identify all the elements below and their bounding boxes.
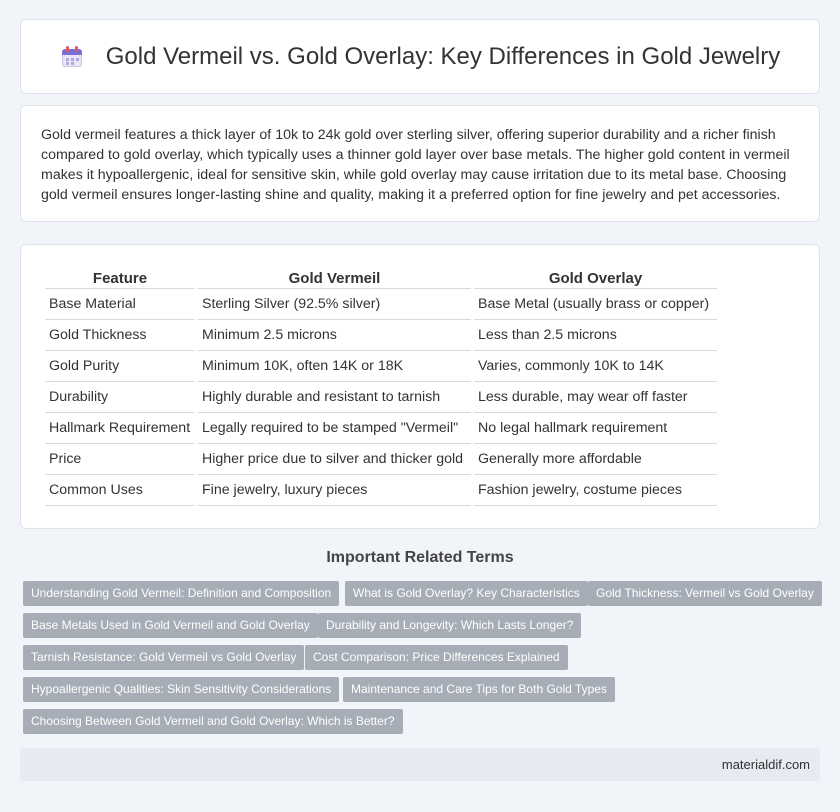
related-term-tag[interactable]: Understanding Gold Vermeil: Definition and Composition <box>23 581 339 606</box>
related-terms-title: Important Related Terms <box>326 549 514 566</box>
table-row <box>45 382 717 413</box>
related-term-tag[interactable]: Durability and Longevity: Which Lasts Longer? <box>318 613 581 638</box>
table-cell: No legal hallmark requirement <box>474 413 717 444</box>
table-cell: Highly durable and resistant to tarnish <box>198 382 471 413</box>
table-cell: Price <box>45 444 195 475</box>
related-term-tag[interactable]: Cost Comparison: Price Differences Explained <box>305 645 568 670</box>
table-cell: Base Metal (usually brass or copper) <box>474 289 717 320</box>
header-card <box>20 19 820 94</box>
table-cell: Gold Purity <box>45 351 195 382</box>
table-cell: Base Material <box>45 289 195 320</box>
table-cell: Hallmark Requirement <box>45 413 195 444</box>
related-term-tag[interactable]: Choosing Between Gold Vermeil and Gold Overlay: Which is Better? <box>23 709 403 734</box>
table-row <box>45 444 717 475</box>
intro-card <box>20 105 820 222</box>
table-cell: Gold Thickness <box>45 320 195 351</box>
table-row <box>45 289 717 320</box>
calendar-icon <box>60 45 84 69</box>
comparison-card <box>20 244 820 529</box>
table-cell: Varies, commonly 10K to 14K <box>474 351 717 382</box>
table-cell: Less than 2.5 microns <box>474 320 717 351</box>
header-gold-overlay: Gold Overlay <box>474 267 717 289</box>
table-cell: Less durable, may wear off faster <box>474 382 717 413</box>
table-row <box>45 475 717 506</box>
footer <box>20 748 820 781</box>
related-term-tag[interactable]: Hypoallergenic Qualities: Skin Sensitivity Considerations <box>23 677 339 702</box>
table-cell: Fine jewelry, luxury pieces <box>198 475 471 506</box>
table-row <box>45 320 717 351</box>
table-header-row <box>45 267 717 289</box>
intro-paragraph: Gold vermeil features a thick layer of 10k to 24k gold over sterling silver, offering superior durability and a richer finish compared to gold overlay, which typically uses a thinner gold layer over base metals. The higher gold content in vermeil makes it hypoallergenic, ideal for sensitive skin, while gold overlay may cause irritation due to its metal base. Choosing gold vermeil ensures longer-lasting shine and quality, making it a preferred option for fine jewelry and pet accessories. <box>41 127 790 203</box>
table-cell: Minimum 10K, often 14K or 18K <box>198 351 471 382</box>
table-cell: Legally required to be stamped "Vermeil" <box>198 413 471 444</box>
related-term-tag[interactable]: What is Gold Overlay? Key Characteristics <box>345 581 588 606</box>
page-title: Gold Vermeil vs. Gold Overlay: Key Differences in Gold Jewelry <box>105 42 781 70</box>
table-cell: Fashion jewelry, costume pieces <box>474 475 717 506</box>
related-term-tag[interactable]: Gold Thickness: Vermeil vs Gold Overlay <box>588 581 822 606</box>
header-gold-vermeil: Gold Vermeil <box>198 267 471 289</box>
footer-site-link[interactable]: materialdif.com <box>721 757 810 772</box>
header-feature: Feature <box>45 267 195 289</box>
table-row <box>45 413 717 444</box>
table-cell: Minimum 2.5 microns <box>198 320 471 351</box>
table-row <box>45 351 717 382</box>
table-cell: Common Uses <box>45 475 195 506</box>
related-term-tag[interactable]: Maintenance and Care Tips for Both Gold Types <box>343 677 615 702</box>
comparison-table <box>42 267 720 506</box>
table-cell: Generally more affordable <box>474 444 717 475</box>
related-term-tag[interactable]: Base Metals Used in Gold Vermeil and Gold Overlay <box>23 613 318 638</box>
table-cell: Higher price due to silver and thicker gold <box>198 444 471 475</box>
table-cell: Sterling Silver (92.5% silver) <box>198 289 471 320</box>
header <box>60 43 780 71</box>
table-cell: Durability <box>45 382 195 413</box>
related-term-tag[interactable]: Tarnish Resistance: Gold Vermeil vs Gold Overlay <box>23 645 304 670</box>
